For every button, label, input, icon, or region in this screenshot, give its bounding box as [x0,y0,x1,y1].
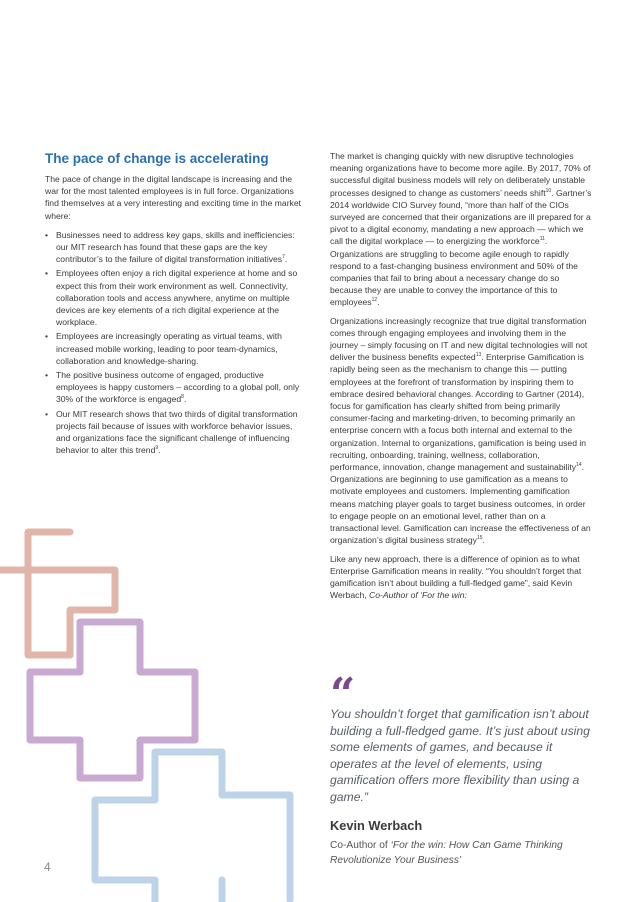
quote-text: You shouldn’t forget that gamification isn’t about building a full-fledged game. It’s just about using some elements of games, and because it operates at the level of elements, using gamification offers more flexibility than using a game.” [330,707,590,804]
bullet-list [45,229,307,457]
bullet-item: • Businesses need to address key gaps, skills and inefficiencies: our MIT research has found that these gaps are the key contributor’s to the failure of digital transformation initiatives$^7$. [45,229,307,266]
pink-cross-outline [28,570,115,655]
purple-cross-shape [30,622,195,778]
quote-mark-icon: “ [330,669,356,720]
quote-author-name: Kevin Werbach [330,817,423,833]
pink-cross-shape [0,532,70,655]
blue-cross-shape [95,752,290,900]
right-column [330,150,592,607]
quote-author-role: Co-Author of ‘For the win: How Can Game Thinking Revolutionize Your Business’ [330,839,563,866]
body-paragraph: Organizations increasingly recognize that true digital transformation comes through engaging employees and involving them in the journey – simply focusing on IT and new digital technologies will not deliver the business benefits expected$^{13}$. Enterprise Gamification is rapidly being seen as the mechanism to change this — putting employees at the forefront of transformation by inspiring them to embrace desired behavioral changes. According to Gartner (2014), focus for gamification has clearly shifted from being primarily consumer-facing and marketing-driven, to becoming primarily an enterprise concern with a focus both internal and external to the organization. Internal to organizations, gamification is being used in recruiting, onboarding, training, wellness, collaboration, performance, innovation, change management and sustainability$^{14}$. Organizations are beginning to use gamification as a means to motivate employees and customers. Implementing gamification means matching player goals to target business outcomes, in order to engage people on an emotional level, rather than on a transactional level. Gamification can increase the effectiveness of an organization’s digital business strategy$^{15}$. [330,315,591,546]
body-paragraph: The market is changing quickly with new disruptive technologies meaning organizations have to become more agile. By 2017, 70% of successful digital business models will rely on deliberately unstable processes designed to change as customers’ needs shift$^{10}$. Gartner’s 2014 worldwide CIO Survey found, “more than half of the CIOs surveyed are concerned that their organizations are ill prepared for a pivot to a digital economy, mandating a new approach — which we call the digital workplace — to energizing the workforce$^{11}$. Organizations are struggling to become agile enough to rapidly respond to a fast-changing business environment and 50% of the companies that fail to bring about a necessary change do so because they are unable to convey the importance of this to employees$^{12}$. [330,151,592,308]
section-heading: The pace of change is accelerating [45,151,269,166]
page-number: 4 [44,860,51,874]
pull-quote [330,669,592,868]
bullet-item: • The positive business outcome of engaged, productive employees is happy customers – according to a global poll, only 30% of the workforce is engaged$^8$. [45,369,307,406]
blue-cross-lower [95,880,222,902]
intro-paragraph: The pace of change in the digital landscape is increasing and the war for the most talented employees is in full force. Organizations find themselves at a very interesting and exciting time in the market where: [45,174,302,221]
bullet-item: • Employees are increasingly operating as virtual teams, with increased mobile working, leading to poor team-dynamics, collaboration and knowledge-sharing. [45,330,307,367]
body-paragraph: Like any new approach, there is a difference of opinion as to what Enterprise Gamification means in reality. “You shouldn’t forget that gamification isn’t about building a full-fledged game”, said Kevin Werbach, Co-Author of ‘For the win: [330,553,582,601]
left-column [45,150,307,458]
bullet-item: • Our MIT research shows that two thirds of digital transformation projects fail because of issues with workforce behavior issues, and organizations face the significant challenge of influencing behavior to alter this trend$^9$. [45,408,307,457]
bullet-item: • Employees often enjoy a rich digital experience at home and so expect this from their work environment as well. Connectivity, collaboration tools and access anywhere, anytime on multiple devices are key elements of a rich digital experience at the workplace. [45,267,307,328]
